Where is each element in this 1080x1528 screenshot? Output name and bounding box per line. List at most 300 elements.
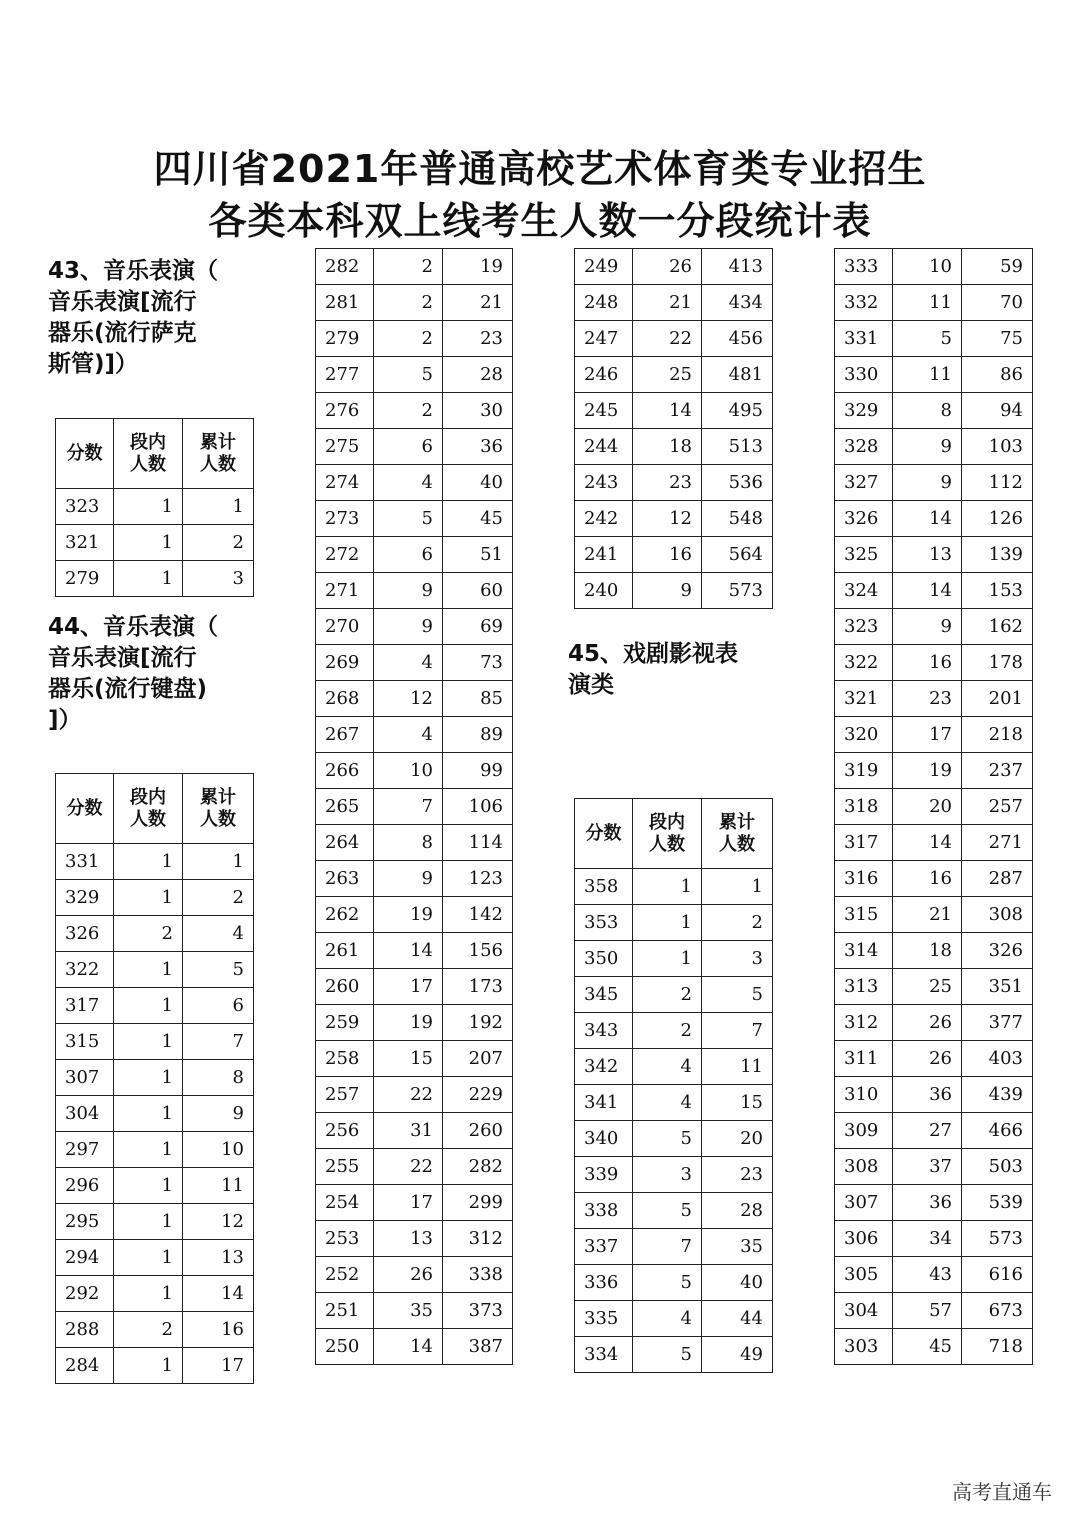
segment-count-cell: 2 (114, 1312, 183, 1348)
section-44-table (55, 773, 254, 1384)
table-row (575, 537, 773, 573)
table-row (835, 1041, 1033, 1077)
segment-count-cell: 18 (633, 429, 702, 465)
segment-count-cell: 1 (114, 1060, 183, 1096)
score-cell: 270 (316, 609, 374, 645)
cumulative-count-cell: 536 (702, 465, 773, 501)
score-cell: 294 (56, 1240, 114, 1276)
segment-count-cell: 1 (114, 1168, 183, 1204)
score-cell: 325 (835, 537, 893, 573)
cumulative-count-cell: 49 (702, 1337, 773, 1373)
score-cell: 303 (835, 1329, 893, 1365)
cumulative-count-cell: 351 (962, 969, 1033, 1005)
table-row (835, 1005, 1033, 1041)
table-row (575, 869, 773, 905)
header-segment-count: 段内 人数 (633, 799, 702, 869)
score-cell: 315 (56, 1024, 114, 1060)
segment-count-cell: 4 (374, 645, 443, 681)
cumulative-count-cell: 308 (962, 897, 1033, 933)
score-cell: 305 (835, 1257, 893, 1293)
score-cell: 241 (575, 537, 633, 573)
table-row (835, 645, 1033, 681)
segment-count-cell: 1 (633, 905, 702, 941)
segment-count-cell: 1 (114, 988, 183, 1024)
table-row (575, 941, 773, 977)
table-row (316, 609, 513, 645)
segment-count-cell: 2 (633, 1013, 702, 1049)
table-row (575, 1085, 773, 1121)
table-row (835, 1221, 1033, 1257)
score-cell: 345 (575, 977, 633, 1013)
table-row (835, 1149, 1033, 1185)
cumulative-count-cell: 5 (183, 952, 254, 988)
section-45-table (574, 798, 773, 1373)
score-cell: 311 (835, 1041, 893, 1077)
table-row (316, 321, 513, 357)
table-row (835, 573, 1033, 609)
segment-count-cell: 2 (374, 285, 443, 321)
table-row (835, 465, 1033, 501)
score-cell: 329 (56, 880, 114, 916)
score-cell: 253 (316, 1221, 374, 1257)
table-row (835, 933, 1033, 969)
segment-count-cell: 1 (114, 489, 183, 525)
header-cumulative-count: 累计 人数 (702, 799, 773, 869)
segment-count-cell: 1 (114, 1024, 183, 1060)
cumulative-count-cell: 4 (183, 916, 254, 952)
score-cell: 268 (316, 681, 374, 717)
score-cell: 255 (316, 1149, 374, 1185)
score-cell: 353 (575, 905, 633, 941)
score-cell: 323 (835, 609, 893, 645)
cumulative-count-cell: 1 (183, 844, 254, 880)
table-row (56, 1276, 254, 1312)
score-cell: 332 (835, 285, 893, 321)
cumulative-count-cell: 312 (443, 1221, 513, 1257)
segment-count-cell: 17 (374, 969, 443, 1005)
cumulative-count-cell: 20 (702, 1121, 773, 1157)
segment-count-cell: 5 (633, 1193, 702, 1229)
cumulative-count-cell: 16 (183, 1312, 254, 1348)
cumulative-count-cell: 282 (443, 1149, 513, 1185)
score-cell: 275 (316, 429, 374, 465)
table-row (316, 789, 513, 825)
table-row (56, 525, 254, 561)
segment-count-cell: 20 (893, 789, 962, 825)
segment-count-cell: 23 (893, 681, 962, 717)
table-row (575, 1265, 773, 1301)
table-row (56, 561, 254, 597)
segment-count-cell: 1 (114, 1240, 183, 1276)
segment-count-cell: 22 (374, 1149, 443, 1185)
cumulative-count-cell: 45 (443, 501, 513, 537)
score-cell: 273 (316, 501, 374, 537)
segment-count-cell: 4 (633, 1049, 702, 1085)
segment-count-cell: 9 (893, 609, 962, 645)
cumulative-count-cell: 162 (962, 609, 1033, 645)
table-header-row (575, 799, 773, 869)
table-row (575, 357, 773, 393)
cumulative-count-cell: 139 (962, 537, 1033, 573)
table-row (56, 1348, 254, 1384)
table-row (316, 1005, 513, 1041)
table-row (835, 1257, 1033, 1293)
cumulative-count-cell: 69 (443, 609, 513, 645)
segment-count-cell: 1 (633, 869, 702, 905)
cumulative-count-cell: 573 (702, 573, 773, 609)
score-cell: 295 (56, 1204, 114, 1240)
table-row (575, 285, 773, 321)
segment-count-cell: 12 (374, 681, 443, 717)
score-cell: 308 (835, 1149, 893, 1185)
score-cell: 261 (316, 933, 374, 969)
table-row (835, 501, 1033, 537)
section-45-heading: 45、戏剧影视表 演类 (568, 641, 739, 698)
segment-count-cell: 1 (114, 1132, 183, 1168)
cumulative-count-cell: 40 (443, 465, 513, 501)
cumulative-count-cell: 142 (443, 897, 513, 933)
segment-count-cell: 16 (633, 537, 702, 573)
table-row (575, 393, 773, 429)
score-cell: 313 (835, 969, 893, 1005)
score-cell: 322 (56, 952, 114, 988)
cumulative-count-cell: 73 (443, 645, 513, 681)
segment-count-cell: 5 (374, 357, 443, 393)
cumulative-count-cell: 513 (702, 429, 773, 465)
table-row (56, 1132, 254, 1168)
table-row (835, 1113, 1033, 1149)
score-cell: 297 (56, 1132, 114, 1168)
score-cell: 310 (835, 1077, 893, 1113)
segment-count-cell: 14 (893, 573, 962, 609)
cumulative-count-cell: 403 (962, 1041, 1033, 1077)
cumulative-count-cell: 2 (183, 525, 254, 561)
cumulative-count-cell: 178 (962, 645, 1033, 681)
table-row (56, 1060, 254, 1096)
score-cell: 334 (575, 1337, 633, 1373)
score-cell: 264 (316, 825, 374, 861)
segment-count-cell: 14 (633, 393, 702, 429)
score-cell: 330 (835, 357, 893, 393)
table-row (316, 645, 513, 681)
table-row (56, 1024, 254, 1060)
score-cell: 317 (56, 988, 114, 1024)
segment-count-cell: 25 (633, 357, 702, 393)
score-cell: 304 (56, 1096, 114, 1132)
score-cell: 328 (835, 429, 893, 465)
cumulative-count-cell: 99 (443, 753, 513, 789)
table-row (575, 573, 773, 609)
cumulative-count-cell: 207 (443, 1041, 513, 1077)
segment-count-cell: 16 (893, 861, 962, 897)
table-row (835, 1185, 1033, 1221)
table-row (575, 321, 773, 357)
segment-count-cell: 7 (374, 789, 443, 825)
score-cell: 316 (835, 861, 893, 897)
table-row (835, 609, 1033, 645)
score-cell: 281 (316, 285, 374, 321)
score-cell: 307 (835, 1185, 893, 1221)
segment-count-cell: 1 (114, 525, 183, 561)
segment-count-cell: 57 (893, 1293, 962, 1329)
table-row (835, 1293, 1033, 1329)
table-row (316, 1077, 513, 1113)
score-cell: 323 (56, 489, 114, 525)
segment-count-cell: 7 (633, 1229, 702, 1265)
score-cell: 336 (575, 1265, 633, 1301)
cumulative-count-cell: 21 (443, 285, 513, 321)
segment-count-cell: 37 (893, 1149, 962, 1185)
segment-count-cell: 1 (633, 941, 702, 977)
continuation-table-col3 (574, 248, 773, 609)
cumulative-count-cell: 7 (183, 1024, 254, 1060)
cumulative-count-cell: 103 (962, 429, 1033, 465)
cumulative-count-cell: 86 (962, 357, 1033, 393)
segment-count-cell: 5 (633, 1337, 702, 1373)
cumulative-count-cell: 173 (443, 969, 513, 1005)
table-header-row (56, 419, 254, 489)
score-cell: 245 (575, 393, 633, 429)
score-cell: 260 (316, 969, 374, 1005)
score-cell: 277 (316, 357, 374, 393)
score-cell: 263 (316, 861, 374, 897)
segment-count-cell: 26 (893, 1041, 962, 1077)
score-cell: 309 (835, 1113, 893, 1149)
cumulative-count-cell: 44 (702, 1301, 773, 1337)
score-cell: 266 (316, 753, 374, 789)
segment-count-cell: 14 (893, 825, 962, 861)
score-cell: 242 (575, 501, 633, 537)
segment-count-cell: 9 (633, 573, 702, 609)
cumulative-count-cell: 11 (183, 1168, 254, 1204)
cumulative-count-cell: 75 (962, 321, 1033, 357)
cumulative-count-cell: 237 (962, 753, 1033, 789)
cumulative-count-cell: 434 (702, 285, 773, 321)
score-cell: 317 (835, 825, 893, 861)
section-44-heading: 44、音乐表演（ 音乐表演[流行 器乐(流行键盘) ]） (48, 614, 219, 733)
score-cell: 267 (316, 717, 374, 753)
cumulative-count-cell: 539 (962, 1185, 1033, 1221)
table-row (316, 393, 513, 429)
segment-count-cell: 19 (374, 897, 443, 933)
segment-count-cell: 1 (114, 952, 183, 988)
score-cell: 276 (316, 393, 374, 429)
table-row (835, 357, 1033, 393)
segment-count-cell: 35 (374, 1293, 443, 1329)
score-cell: 256 (316, 1113, 374, 1149)
segment-count-cell: 45 (893, 1329, 962, 1365)
segment-count-cell: 9 (374, 573, 443, 609)
cumulative-count-cell: 28 (443, 357, 513, 393)
table-row (575, 1013, 773, 1049)
score-cell: 326 (56, 916, 114, 952)
table-row (835, 717, 1033, 753)
header-score: 分数 (575, 799, 633, 869)
score-cell: 306 (835, 1221, 893, 1257)
table-row (835, 861, 1033, 897)
score-cell: 272 (316, 537, 374, 573)
table-row (316, 753, 513, 789)
segment-count-cell: 1 (114, 880, 183, 916)
cumulative-count-cell: 287 (962, 861, 1033, 897)
segment-count-cell: 9 (893, 429, 962, 465)
segment-count-cell: 26 (893, 1005, 962, 1041)
cumulative-count-cell: 36 (443, 429, 513, 465)
table-row (56, 1240, 254, 1276)
segment-count-cell: 6 (374, 537, 443, 573)
table-row (835, 1077, 1033, 1113)
table-row (575, 1121, 773, 1157)
segment-count-cell: 21 (633, 285, 702, 321)
cumulative-count-cell: 19 (443, 249, 513, 285)
segment-count-cell: 4 (374, 465, 443, 501)
score-cell: 296 (56, 1168, 114, 1204)
cumulative-count-cell: 70 (962, 285, 1033, 321)
table-row (316, 717, 513, 753)
score-cell: 307 (56, 1060, 114, 1096)
cumulative-count-cell: 564 (702, 537, 773, 573)
segment-count-cell: 13 (374, 1221, 443, 1257)
score-cell: 341 (575, 1085, 633, 1121)
cumulative-count-cell: 229 (443, 1077, 513, 1113)
segment-count-cell: 25 (893, 969, 962, 1005)
cumulative-count-cell: 495 (702, 393, 773, 429)
cumulative-count-cell: 2 (702, 905, 773, 941)
segment-count-cell: 15 (374, 1041, 443, 1077)
table-row (575, 1337, 773, 1373)
cumulative-count-cell: 94 (962, 393, 1033, 429)
segment-count-cell: 2 (633, 977, 702, 1013)
score-cell: 350 (575, 941, 633, 977)
cumulative-count-cell: 40 (702, 1265, 773, 1301)
table-row (316, 1113, 513, 1149)
footer-brand: 高考直通车 (952, 1480, 1052, 1504)
table-row (835, 249, 1033, 285)
cumulative-count-cell: 89 (443, 717, 513, 753)
score-cell: 331 (56, 844, 114, 880)
table-row (575, 1229, 773, 1265)
segment-count-cell: 9 (374, 609, 443, 645)
segment-count-cell: 2 (374, 249, 443, 285)
table-row (316, 465, 513, 501)
cumulative-count-cell: 503 (962, 1149, 1033, 1185)
cumulative-count-cell: 218 (962, 717, 1033, 753)
score-cell: 335 (575, 1301, 633, 1337)
cumulative-count-cell: 481 (702, 357, 773, 393)
score-cell: 262 (316, 897, 374, 933)
score-cell: 312 (835, 1005, 893, 1041)
table-row (56, 1312, 254, 1348)
segment-count-cell: 4 (374, 717, 443, 753)
score-cell: 338 (575, 1193, 633, 1229)
table-row (316, 681, 513, 717)
segment-count-cell: 5 (633, 1265, 702, 1301)
header-score: 分数 (56, 774, 114, 844)
cumulative-count-cell: 6 (183, 988, 254, 1024)
table-row (56, 1096, 254, 1132)
score-cell: 251 (316, 1293, 374, 1329)
score-cell: 304 (835, 1293, 893, 1329)
score-cell: 315 (835, 897, 893, 933)
score-cell: 342 (575, 1049, 633, 1085)
table-row (316, 249, 513, 285)
table-row (835, 789, 1033, 825)
score-cell: 243 (575, 465, 633, 501)
segment-count-cell: 17 (893, 717, 962, 753)
score-cell: 246 (575, 357, 633, 393)
table-row (835, 1329, 1033, 1365)
score-cell: 358 (575, 869, 633, 905)
cumulative-count-cell: 51 (443, 537, 513, 573)
score-cell: 333 (835, 249, 893, 285)
table-row (835, 429, 1033, 465)
score-cell: 248 (575, 285, 633, 321)
cumulative-count-cell: 377 (962, 1005, 1033, 1041)
score-cell: 327 (835, 465, 893, 501)
segment-count-cell: 14 (893, 501, 962, 537)
segment-count-cell: 19 (374, 1005, 443, 1041)
table-row (56, 1168, 254, 1204)
segment-count-cell: 1 (114, 561, 183, 597)
score-cell: 279 (316, 321, 374, 357)
score-cell: 279 (56, 561, 114, 597)
continuation-table-col2 (315, 248, 513, 1365)
cumulative-count-cell: 3 (702, 941, 773, 977)
cumulative-count-cell: 23 (443, 321, 513, 357)
cumulative-count-cell: 123 (443, 861, 513, 897)
table-row (56, 880, 254, 916)
segment-count-cell: 5 (374, 501, 443, 537)
score-cell: 324 (835, 573, 893, 609)
segment-count-cell: 1 (114, 1096, 183, 1132)
table-row (316, 1149, 513, 1185)
cumulative-count-cell: 3 (183, 561, 254, 597)
cumulative-count-cell: 387 (443, 1329, 513, 1365)
cumulative-count-cell: 338 (443, 1257, 513, 1293)
segment-count-cell: 43 (893, 1257, 962, 1293)
cumulative-count-cell: 1 (183, 489, 254, 525)
table-row (56, 1204, 254, 1240)
segment-count-cell: 27 (893, 1113, 962, 1149)
segment-count-cell: 6 (374, 429, 443, 465)
cumulative-count-cell: 106 (443, 789, 513, 825)
score-cell: 321 (835, 681, 893, 717)
cumulative-count-cell: 35 (702, 1229, 773, 1265)
score-cell: 247 (575, 321, 633, 357)
table-row (575, 465, 773, 501)
score-cell: 250 (316, 1329, 374, 1365)
score-cell: 320 (835, 717, 893, 753)
cumulative-count-cell: 156 (443, 933, 513, 969)
cumulative-count-cell: 28 (702, 1193, 773, 1229)
cumulative-count-cell: 23 (702, 1157, 773, 1193)
segment-count-cell: 3 (633, 1157, 702, 1193)
segment-count-cell: 34 (893, 1221, 962, 1257)
continuation-table-col4 (834, 248, 1033, 1365)
header-cumulative-count: 累计 人数 (183, 419, 254, 489)
score-cell: 322 (835, 645, 893, 681)
segment-count-cell: 18 (893, 933, 962, 969)
score-cell: 257 (316, 1077, 374, 1113)
cumulative-count-cell: 8 (183, 1060, 254, 1096)
table-row (835, 969, 1033, 1005)
cumulative-count-cell: 466 (962, 1113, 1033, 1149)
table-row (835, 537, 1033, 573)
score-cell: 244 (575, 429, 633, 465)
table-row (316, 1185, 513, 1221)
segment-count-cell: 10 (893, 249, 962, 285)
cumulative-count-cell: 326 (962, 933, 1033, 969)
